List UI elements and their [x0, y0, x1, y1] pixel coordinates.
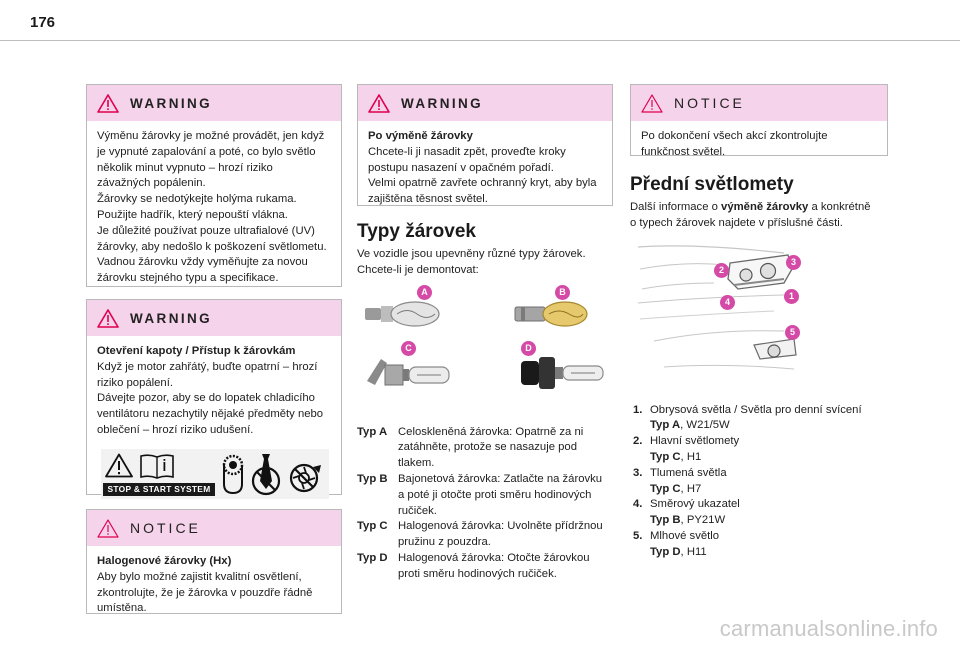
description-line: Halogenová žárovka: Uvolněte přídržnou: [398, 520, 603, 533]
headlamp-row: [633, 497, 888, 529]
warning-line: postupu nasazení v opačném pořadí.: [368, 161, 554, 174]
warning-line: ventilátoru nezachytily nějaké předměty nebo: [97, 408, 324, 421]
warning-line: závažných popálenin.: [97, 177, 206, 190]
warning-line: je vypnuté zapalování a poté, co bylo světlo: [97, 145, 316, 158]
notice-line: umístěna.: [97, 602, 147, 615]
headlamp-code: , H7: [680, 482, 702, 495]
headlamp-details: [650, 434, 739, 466]
description-line: ručiček.: [398, 504, 437, 517]
page-number: 176: [30, 14, 56, 31]
intro-line: [630, 200, 888, 216]
bulb-marker-c: C: [401, 341, 416, 356]
description-line: tlakem.: [398, 457, 435, 470]
headlamp-type: Typ C: [650, 482, 681, 495]
no-tie-icon: [251, 451, 281, 497]
notice-title: Halogenové žárovky (Hx): [97, 555, 232, 567]
warning-line: několik minut vypnuto – hrozí riziko: [97, 161, 273, 174]
stop-start-label: STOP & START SYSTEM: [103, 483, 215, 496]
bulb-types-intro: [357, 247, 613, 279]
headlamp-name: Směrový ukazatel: [650, 498, 740, 511]
headlamp-spec: [650, 418, 862, 434]
section-heading-headlamps: Přední světlomety: [630, 174, 794, 195]
headlamp-code: , H11: [680, 545, 707, 558]
warning-heading: WARNING: [130, 310, 213, 326]
warning-line: Když je motor zahřátý, buďte opatrní – hrozí: [97, 360, 318, 373]
halogen-h11-bulb-image: [517, 349, 613, 395]
bayonet-bulb-image: [513, 299, 593, 329]
warning-line: Vadnou žárovku vždy vyměňujte za novou: [97, 256, 308, 269]
headlamp-row: [633, 403, 888, 435]
headlamp-spec: [650, 482, 727, 498]
warning-line: žárovky, aby nedošlo k poškození světlometu.: [97, 240, 327, 253]
intro-bold-text: výměně žárovky: [721, 201, 809, 213]
warning-pictograms: [101, 449, 329, 499]
bulb-type-description: [398, 519, 613, 551]
notice-body: [631, 121, 887, 171]
warning-triangle-icon: [97, 309, 119, 328]
headlamp-row: [633, 529, 888, 561]
bulb-types-list: [357, 425, 613, 583]
notice-heading: NOTICE: [674, 95, 745, 111]
headlamp-number: 2.: [633, 435, 643, 448]
intro-text: a konkrétně: [808, 201, 871, 213]
headlamp-marker-1: 1: [784, 289, 799, 304]
bulb-type-key: Typ C: [357, 520, 388, 533]
warning-triangle-icon: [368, 94, 390, 113]
warning-title: Otevření kapoty / Přístup k žárovkám: [97, 345, 296, 357]
headlamp-marker-2: 2: [714, 263, 729, 278]
notice-body: [87, 546, 341, 627]
notice-line: Aby bylo možné zajistit kvalitní osvětlení,: [97, 570, 302, 583]
bulb-type-key: Typ D: [357, 551, 388, 564]
headlamp-number: 5.: [633, 529, 643, 542]
no-hands-fan-icon: [289, 463, 323, 493]
bulb-types-illustration: [357, 285, 613, 403]
warning-heading: WARNING: [401, 95, 484, 111]
headlamp-details: [650, 466, 727, 498]
headlamp-code: , PY21W: [680, 514, 726, 527]
bulb-type-key: Typ A: [357, 425, 388, 438]
headlamp-type: Typ B: [650, 514, 681, 527]
bulb-type-key: Typ B: [357, 472, 388, 485]
warning-header: [87, 85, 341, 121]
headlamp-spec: [650, 450, 739, 466]
right-column: [630, 84, 888, 561]
intro-line: Chcete-li je demontovat:: [357, 263, 479, 276]
warning-header: [87, 300, 341, 336]
headlamp-name: Hlavní světlomety: [650, 435, 740, 448]
headlamp-bulbs-list: [633, 403, 888, 561]
description-line: zatáhněte, protože se nasazuje pod: [398, 441, 577, 454]
headlamp-spec: [650, 545, 719, 561]
warning-line: Použijte hadřík, který nepouští vlákna.: [97, 208, 288, 221]
intro-text: Další informace o: [630, 201, 722, 213]
notice-heading: NOTICE: [130, 520, 201, 536]
fan-belt-icon: [221, 452, 245, 496]
wedge-bulb-image: [363, 299, 443, 329]
warning-line: Je důležité používat pouze ultrafialové (UV): [97, 224, 315, 237]
headlamp-number: 1.: [633, 403, 643, 416]
headlamp-name: Obrysová světla / Světla pro denní svícení: [650, 403, 862, 416]
bulb-type-description: [398, 425, 613, 472]
bulb-type-row: [357, 425, 613, 472]
warning-line: Velmi opatrně zavřete ochranný kryt, aby byla: [368, 177, 597, 190]
warning-line: riziko popálení.: [97, 376, 173, 389]
headlamp-marker-4: 4: [720, 295, 735, 310]
notice-header: [87, 510, 341, 546]
warning-triangle-icon: [97, 94, 119, 113]
headlamp-name: Tlumená světla: [650, 466, 727, 479]
bulb-type-description: [398, 551, 613, 583]
headlamp-type: Typ A: [650, 419, 681, 432]
notice-line: Po dokončení všech akcí zkontrolujte: [641, 130, 828, 142]
warning-title: Po výměně žárovky: [368, 130, 473, 142]
warning-body: [87, 336, 341, 443]
warning-heading: WARNING: [130, 95, 213, 111]
notice-triangle-icon: [641, 94, 663, 113]
headlamp-type: Typ C: [650, 450, 681, 463]
bulb-marker-d: D: [521, 341, 536, 356]
description-line: a poté ji otočte proti směru hodinových: [398, 488, 592, 501]
description-line: Bajonetová žárovka: Zatlačte na žárovku: [398, 472, 603, 485]
headlamp-code: , H1: [680, 450, 702, 463]
headlamp-details: [650, 403, 862, 435]
notice-triangle-icon: [97, 519, 119, 538]
notice-line: funkčnost světel.: [641, 145, 726, 158]
warning-line: Chcete-li ji nasadit zpět, proveďte kroky: [368, 145, 566, 158]
description-line: Halogenová žárovka: Otočte žárovkou: [398, 551, 590, 564]
headlamp-number: 3.: [633, 466, 643, 479]
top-divider: [0, 40, 960, 41]
warning-line: Výměnu žárovky je možné provádět, jen když: [97, 130, 325, 142]
warning-line: Dávejte pozor, aby se do lopatek chladicího: [97, 392, 315, 405]
bulb-type-description: [398, 472, 613, 519]
warning-line: Žárovky se nedotýkejte holýma rukama.: [97, 193, 297, 206]
headlamp-number: 4.: [633, 498, 643, 511]
notice-header: [631, 85, 887, 121]
bulb-type-row: [357, 472, 613, 519]
headlamp-illustration: [634, 239, 814, 384]
warning-body: [87, 121, 341, 297]
notice-line: zkontrolujte, že je žárovka v pouzdře řádně: [97, 586, 313, 599]
left-column: [86, 84, 342, 614]
manual-book-icon: [139, 453, 175, 479]
headlamp-marker-5: 5: [785, 325, 800, 340]
warning-box-bonnet: [86, 299, 342, 495]
headlamp-spec: [650, 513, 740, 529]
headlamp-name: Mlhové světlo: [650, 529, 720, 542]
warning-body: [358, 121, 612, 218]
headlamp-details: [650, 497, 740, 529]
headlamp-row: [633, 466, 888, 498]
headlamp-marker-3: 3: [786, 255, 801, 270]
site-watermark[interactable]: carmanualsonline.info: [719, 616, 938, 641]
intro-line: Ve vozidle jsou upevněny různé typy žárovek.: [357, 248, 586, 260]
headlamp-code: , W21/5W: [680, 419, 730, 432]
warning-box-after-replacement: [357, 84, 613, 206]
warning-line: oblečení – hrozí riziko udušení.: [97, 423, 254, 436]
headlamps-intro: [630, 200, 888, 232]
bulb-marker-a: A: [417, 285, 432, 300]
description-line: proti směru hodinových ručiček.: [398, 567, 557, 580]
bulb-marker-b: B: [555, 285, 570, 300]
notice-box-halogen: [86, 509, 342, 614]
bulb-type-row: [357, 551, 613, 583]
bulb-type-row: [357, 519, 613, 551]
warning-box-hot-bulb: [86, 84, 342, 287]
warning-line: zajištěna těsnost světel.: [368, 193, 488, 206]
intro-line: o typech žárovek najdete v příslušné části.: [630, 216, 843, 229]
warning-header: [358, 85, 612, 121]
description-line: Celoskleněná žárovka: Opatrně za ni: [398, 425, 584, 438]
section-heading-bulb-types: Typy žárovek: [357, 221, 476, 242]
notice-box-check-lights: [630, 84, 888, 156]
warning-line: žárovku stejného typu a specifikace.: [97, 272, 279, 285]
headlamp-row: [633, 434, 888, 466]
headlamp-type: Typ D: [650, 545, 681, 558]
middle-column: [357, 84, 613, 583]
description-line: pružinu z pouzdra.: [398, 536, 491, 549]
headlamp-details: [650, 529, 719, 561]
warning-triangle-icon: [105, 453, 133, 478]
